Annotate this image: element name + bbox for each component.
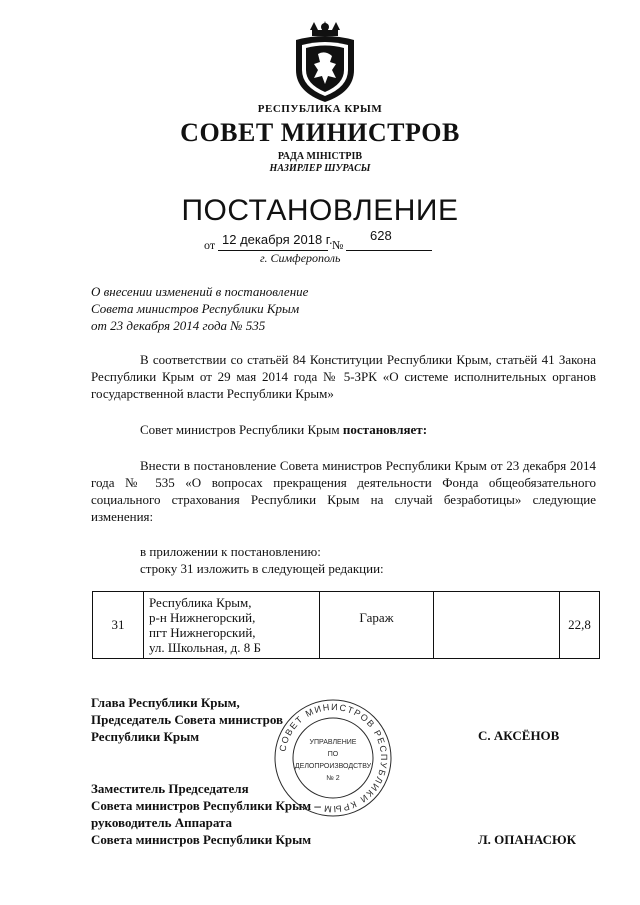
cell-area: 22,8	[560, 592, 600, 659]
cell-address	[144, 592, 320, 659]
signature-block-head	[91, 694, 283, 745]
address-line: р-н Нижнегорский,	[149, 610, 256, 625]
document-date: 12 декабря 2018 г.	[222, 232, 333, 247]
cell-row-number: 31	[93, 592, 144, 659]
address-line: ул. Школьная, д. 8 Б	[149, 640, 261, 655]
subject-line: О внесении изменений в постановление	[91, 284, 309, 299]
signer-title-line: Заместитель Председателя	[91, 781, 249, 796]
date-prefix: от	[204, 238, 216, 252]
council-name-ukrainian: РАДА МІНІСТРІВ	[277, 151, 363, 162]
signer-name: Л. ОПАНАСЮК	[478, 832, 577, 847]
resolves-keyword: постановляет:	[342, 422, 428, 437]
stamp-line: № 2	[326, 775, 340, 782]
paragraph-instructions	[140, 543, 384, 577]
signer-title-line: Совета министров Республики Крым	[91, 832, 312, 847]
address-line: Республика Крым,	[149, 595, 252, 610]
office-stamp	[271, 696, 395, 820]
instruction-line: строку 31 изложить в следующей редакции:	[140, 561, 384, 576]
amendment-table	[92, 591, 600, 659]
signer-title-line: Республики Крым	[91, 729, 200, 744]
subject-line: от 23 декабря 2014 года № 535	[91, 318, 266, 333]
number-underline	[346, 250, 432, 251]
crimea-coat-of-arms-icon	[292, 18, 358, 104]
subject-line: Совета министров Республики Крым	[91, 301, 300, 316]
paragraph-resolves	[91, 421, 596, 438]
republic-name: РЕСПУБЛИКА КРЫМ	[257, 103, 383, 115]
signer-title-line: Председатель Совета министров	[91, 712, 284, 727]
number-sign: №	[332, 238, 344, 252]
signer-title-line: Совета министров Республики Крым –	[91, 798, 321, 813]
stamp-line: УПРАВЛЕНИЕ	[309, 739, 357, 746]
document-type-title: ПОСТАНОВЛЕНИЕ	[181, 194, 459, 227]
city: г. Симферополь	[260, 251, 341, 265]
signer-title-line: Глава Республики Крым,	[91, 695, 240, 710]
cell-object-type: Гараж	[320, 592, 434, 659]
signer-name: С. АКСЁНОВ	[478, 728, 560, 743]
instruction-line: в приложении к постановлению:	[140, 544, 321, 559]
address-line: пгт Нижнегорский,	[149, 625, 256, 640]
resolves-text: Совет министров Республики Крым	[140, 422, 343, 437]
document-subject	[91, 283, 308, 334]
cell-empty	[434, 592, 560, 659]
signer-title-line: руководитель Аппарата	[91, 815, 233, 830]
council-name-crimean-tatar: НАЗИРЛЕР ШУРАСЫ	[269, 163, 371, 174]
document-number: 628	[370, 228, 392, 243]
paragraph-legal-basis: В соответствии со статьёй 84 Конституции Республики Крым, статьёй 41 Закона Республики Крым от 29 мая 2014 года № 5-ЗРК «О системе исполнительных органов государственной власти Республики Крым»	[91, 352, 596, 401]
table-row	[93, 592, 600, 659]
paragraph-amendment: Внести в постановление Совета министров Республики Крым от 23 декабря 2014 года № 535 «О вопросах прекращения деятельности Фонда общеобязательного социального страхования Республики Крым на случай безработицы» следующие изменения:	[91, 458, 596, 524]
council-name: СОВЕТ МИНИСТРОВ	[180, 118, 460, 147]
stamp-line: ДЕЛОПРОИЗВОДСТВУ	[294, 763, 372, 770]
stamp-line: ПО	[327, 751, 339, 758]
stamp-ring-text: СОВЕТ МИНИСТРОВ РЕСПУБЛИКИ КРЫМ	[277, 701, 390, 815]
